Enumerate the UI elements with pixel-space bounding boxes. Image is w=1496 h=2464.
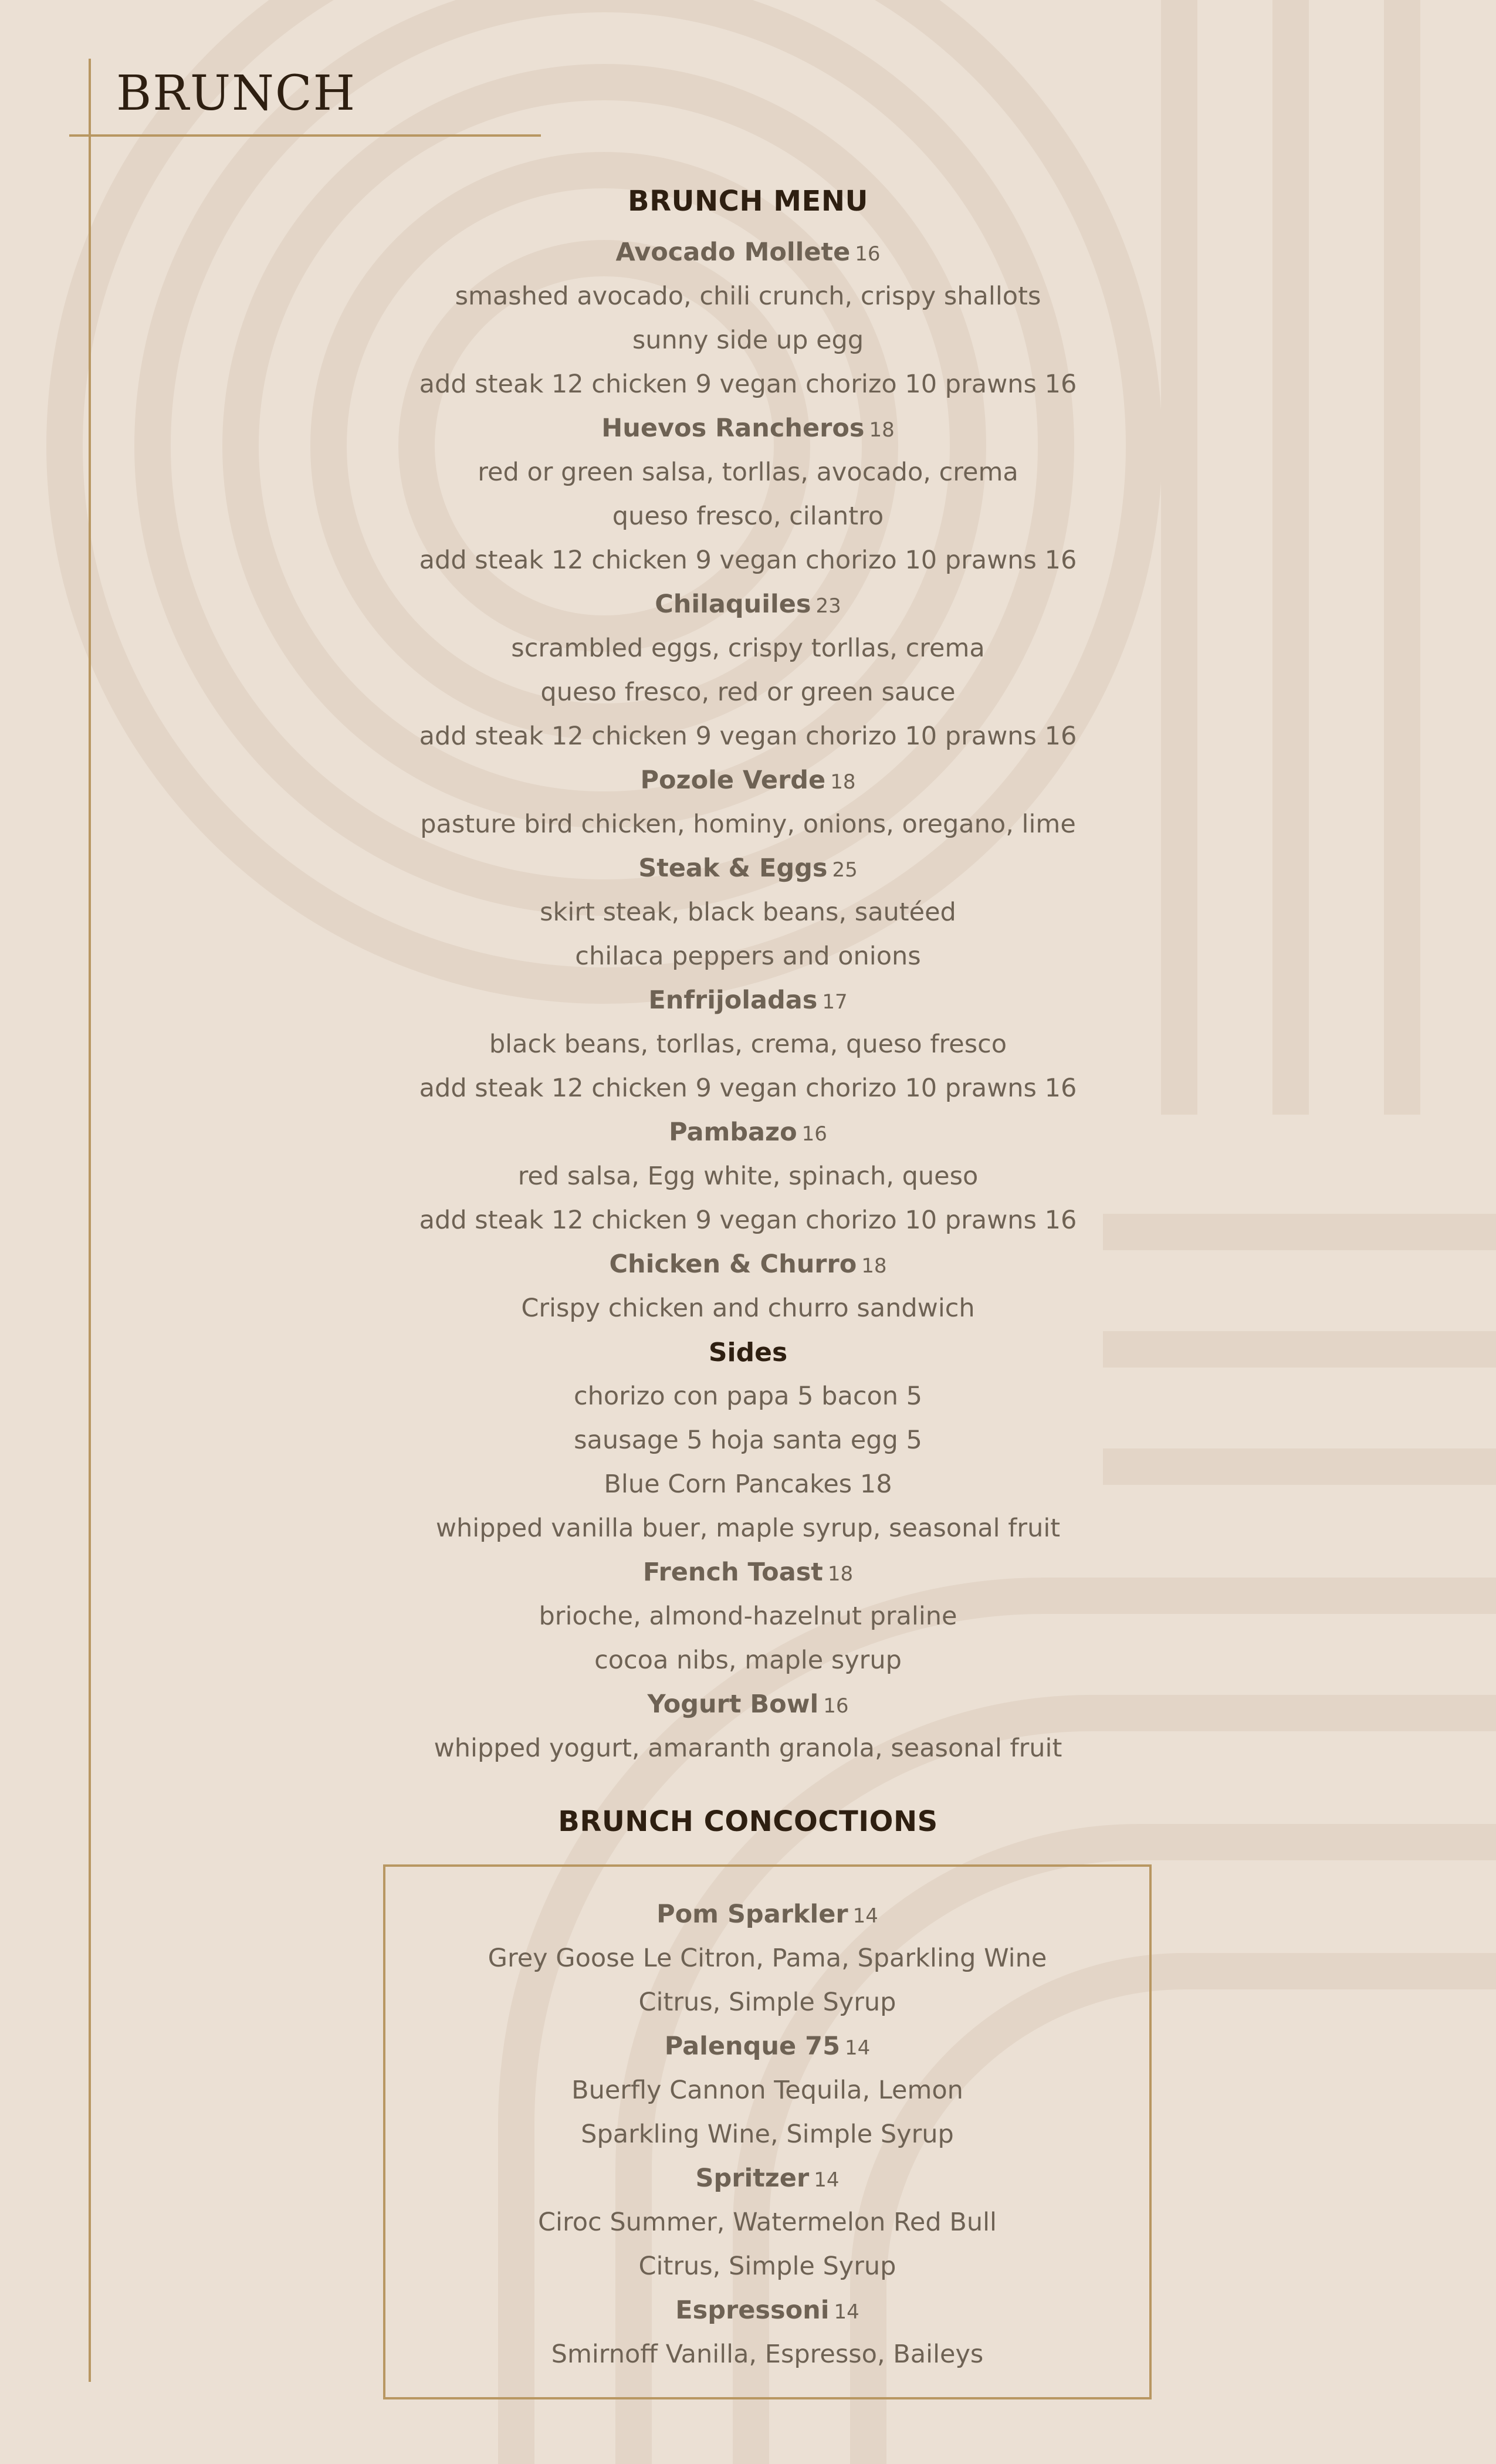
menu-description: red or green salsa, torllas, avocado, crema xyxy=(478,458,1018,487)
menu-description: chorizo con papa 5 bacon 5 xyxy=(573,1382,923,1411)
page-title: BRUNCH xyxy=(116,66,357,121)
menu-description: red salsa, Egg white, spinach, queso xyxy=(517,1162,979,1191)
menu-item xyxy=(0,407,1496,451)
menu-item xyxy=(385,2289,1149,2333)
menu-item-price: 14 xyxy=(814,2168,840,2192)
menu-description: whipped yogurt, amaranth granola, seasonal fruit xyxy=(434,1734,1062,1763)
menu-description: Citrus, Simple Syrup xyxy=(638,2252,896,2281)
menu-item xyxy=(0,1111,1496,1155)
menu-item-name: Pom Sparkler xyxy=(656,1900,848,1929)
menu-item xyxy=(0,583,1496,627)
menu-description: whipped vanilla buer, maple syrup, seasonal fruit xyxy=(435,1514,1061,1543)
menu-description: add steak 12 chicken 9 vegan chorizo 10 prawns 16 xyxy=(419,722,1077,751)
menu-description: Buerfly Cannon Tequila, Lemon xyxy=(571,2076,963,2105)
menu-item-price: 14 xyxy=(845,2036,871,2060)
menu-item xyxy=(385,2025,1149,2069)
brunch-menu-section xyxy=(0,180,1496,1771)
menu-description: add steak 12 chicken 9 vegan chorizo 10 prawns 16 xyxy=(419,546,1077,575)
menu-item xyxy=(0,1243,1496,1287)
menu-item-price: 17 xyxy=(822,990,848,1014)
brunch-menu-heading: BRUNCH MENU xyxy=(627,185,868,218)
menu-item-price: 16 xyxy=(855,242,881,266)
menu-item-name: Espressoni xyxy=(675,2296,830,2325)
menu-item-name: French Toast xyxy=(642,1558,823,1587)
menu-item xyxy=(0,979,1496,1023)
sides-subheading: Sides xyxy=(708,1338,788,1368)
menu-item-name: Pozole Verde xyxy=(640,766,826,795)
menu-description: chilaca peppers and onions xyxy=(575,942,921,971)
menu-item xyxy=(0,231,1496,275)
menu-item-name: Palenque 75 xyxy=(664,2032,840,2061)
menu-item-price: 16 xyxy=(823,1694,849,1718)
concoctions-box xyxy=(383,1864,1152,2399)
brunch-menu-list xyxy=(0,231,1496,1771)
menu-description: skirt steak, black beans, sautéed xyxy=(540,898,956,927)
menu-item-name: Yogurt Bowl xyxy=(647,1690,819,1719)
menu-item xyxy=(0,847,1496,891)
menu-description: add steak 12 chicken 9 vegan chorizo 10 prawns 16 xyxy=(419,1206,1077,1235)
menu-item xyxy=(0,1551,1496,1595)
menu-item-price: 18 xyxy=(830,770,856,794)
menu-item-price: 16 xyxy=(801,1122,827,1146)
menu-description: add steak 12 chicken 9 vegan chorizo 10 prawns 16 xyxy=(419,370,1077,399)
menu-item xyxy=(385,1893,1149,1937)
concoctions-heading: BRUNCH CONCOCTIONS xyxy=(558,1805,938,1838)
menu-item-price: 14 xyxy=(852,1904,878,1928)
menu-description: black beans, torllas, crema, queso fresco xyxy=(489,1030,1007,1059)
menu-description: Citrus, Simple Syrup xyxy=(638,1988,896,2017)
menu-description: Ciroc Summer, Watermelon Red Bull xyxy=(538,2208,997,2237)
menu-description: pasture bird chicken, hominy, onions, oregano, lime xyxy=(420,810,1076,839)
menu-item-price: 18 xyxy=(861,1254,887,1278)
menu-description: Grey Goose Le Citron, Pama, Sparkling Wine xyxy=(488,1944,1047,1973)
menu-item xyxy=(385,2157,1149,2201)
menu-item xyxy=(0,1683,1496,1727)
menu-description: Smirnoff Vanilla, Espresso, Baileys xyxy=(551,2340,984,2369)
menu-description: cocoa nibs, maple syrup xyxy=(594,1646,902,1675)
menu-description: smashed avocado, chili crunch, crispy shallots xyxy=(455,282,1041,311)
menu-item-price: 14 xyxy=(834,2300,859,2324)
menu-item-name: Pambazo xyxy=(669,1118,797,1147)
menu-item-name: Enfrijoladas xyxy=(648,986,818,1015)
menu-description: Crispy chicken and churro sandwich xyxy=(521,1294,975,1323)
menu-item-price: 23 xyxy=(815,594,841,618)
menu-description: sunny side up egg xyxy=(632,326,864,355)
menu-item-price: 18 xyxy=(827,1562,854,1586)
frame-horizontal-rule xyxy=(69,134,541,137)
menu-item-price: 25 xyxy=(832,858,858,882)
menu-description: scrambled eggs, crispy torllas, crema xyxy=(511,634,985,663)
menu-item-price: 18 xyxy=(869,418,895,442)
menu-description: queso fresco, cilantro xyxy=(612,502,884,531)
menu-item-name: Steak & Eggs xyxy=(638,854,828,883)
menu-description: Sparkling Wine, Simple Syrup xyxy=(581,2120,954,2149)
menu-description: brioche, almond-hazelnut praline xyxy=(539,1602,957,1631)
menu-item-name: Huevos Rancheros xyxy=(601,414,865,443)
menu-description: queso fresco, red or green sauce xyxy=(540,678,956,707)
menu-item xyxy=(0,759,1496,803)
menu-description: add steak 12 chicken 9 vegan chorizo 10 prawns 16 xyxy=(419,1074,1077,1103)
menu-description: sausage 5 hoja santa egg 5 xyxy=(574,1426,922,1455)
menu-item-name: Chicken & Churro xyxy=(609,1250,857,1279)
menu-item-name: Spritzer xyxy=(695,2164,810,2193)
menu-description: Blue Corn Pancakes 18 xyxy=(604,1470,892,1499)
menu-item-name: Avocado Mollete xyxy=(615,238,851,267)
menu-item-name: Chilaquiles xyxy=(655,590,811,619)
concoctions-list xyxy=(385,1893,1149,2377)
